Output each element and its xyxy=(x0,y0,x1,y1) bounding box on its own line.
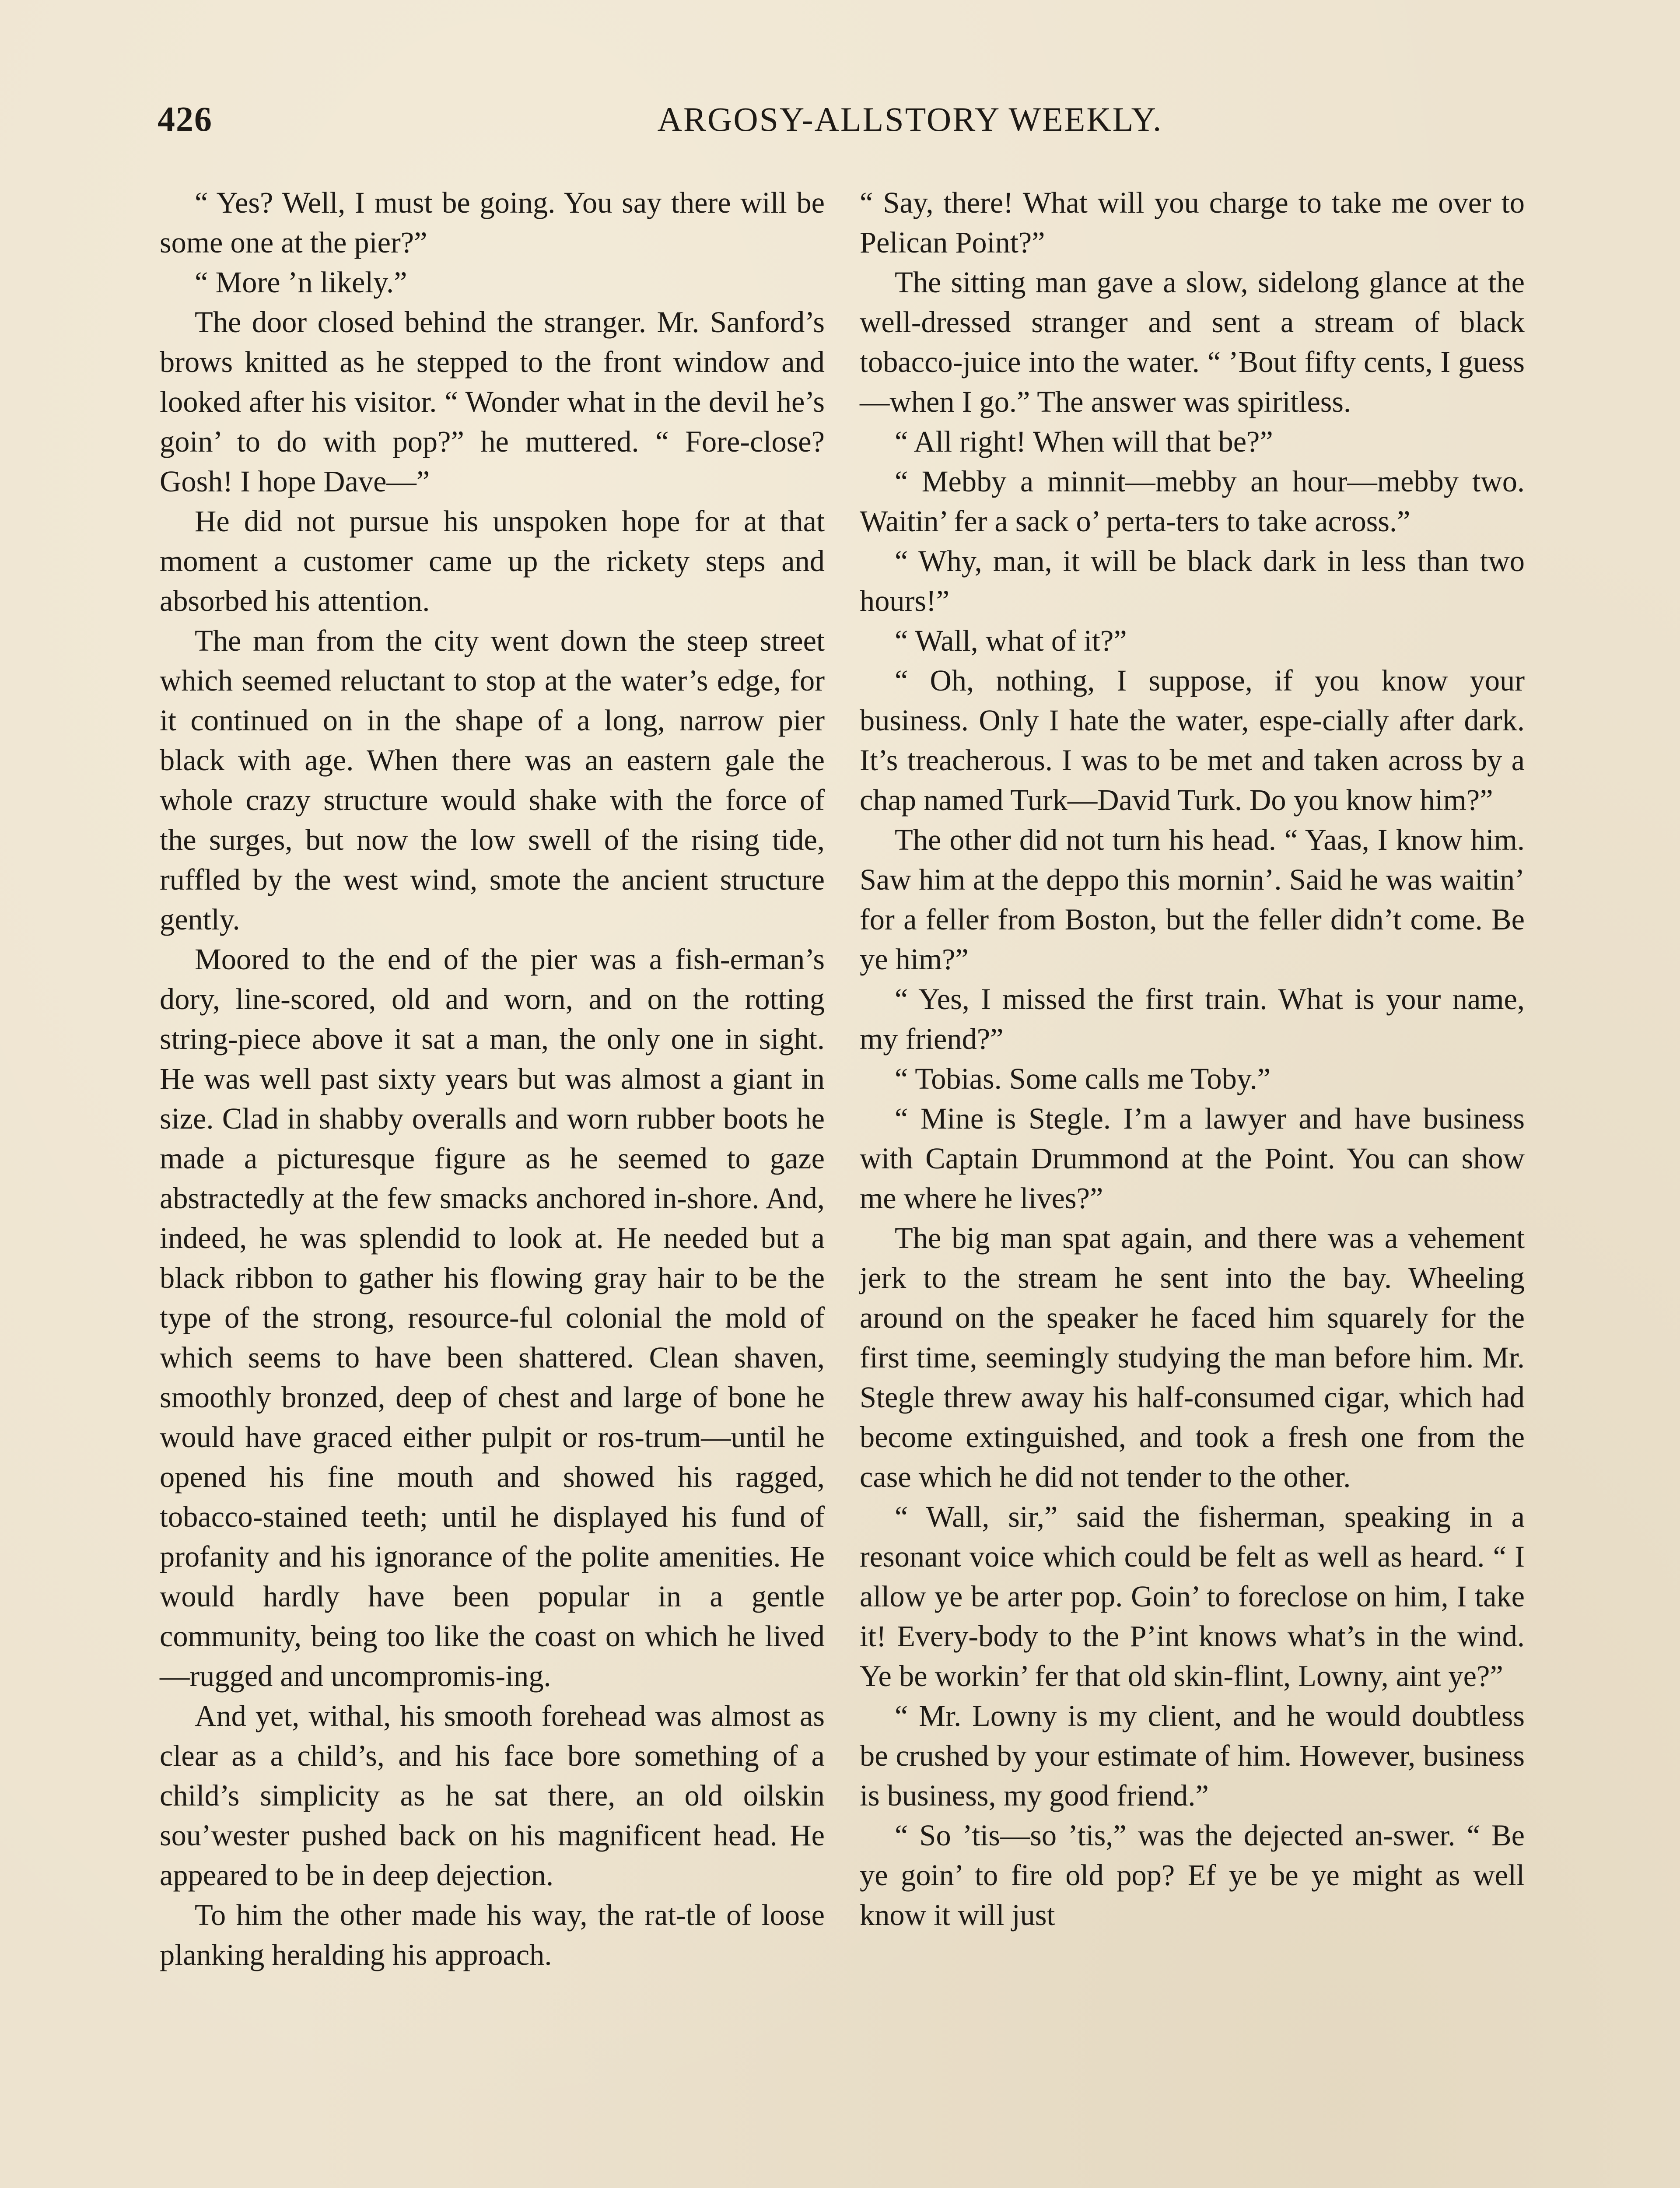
paragraph: Moored to the end of the pier was a fish-erman’s dory, line-scored, old and worn, and on the rotting string-piece above it sat a man, the only one in sight. He was well past sixty years but was almost a giant in size. Clad in shabby overalls and worn rubber boots he made a picturesque figure as he seemed to gaze abstractedly at the few smacks anchored in-shore. And, indeed, he was splendid to look at. He needed but a black ribbon to gather his flowing gray hair to be the type of the strong, resource-ful colonial the mold of which seems to have been shattered. Clean shaven, smoothly bronzed, deep of chest and large of bone he would have graced either pulpit or ros-trum—until he opened his fine mouth and showed his ragged, tobacco-stained teeth; until he displayed his fund of profanity and his ignorance of the polite amenities. He would hardly have been popular in a gentle community, being too like the coast on which he lived—rugged and uncompromis-ing. xyxy=(160,943,825,1693)
paragraph: “ Yes? Well, I must be going. You say there will be some one at the pier?” xyxy=(160,186,825,259)
paragraph: “ Tobias. Some calls me Toby.” xyxy=(895,1062,1271,1095)
paragraph: The other did not turn his head. “ Yaas, I know him. Saw him at the deppo this mornin’. Said he was waitin’ for a feller from Boston, but the feller didn’t come. Be ye him?” xyxy=(860,823,1525,976)
paragraph: “ All right! When will that be?” xyxy=(895,425,1273,458)
paragraph: The big man spat again, and there was a vehement jerk to the stream he sent into the bay. Wheeling around on the speaker he faced him squarely for the first time, seemingly studying the man before him. Mr. Stegle threw away his half-consumed cigar, which had become extinguished, and took a fresh one from the case which he did not tender to the other. xyxy=(860,1221,1525,1494)
paragraph: “ Wall, sir,” said the fisherman, speaking in a resonant voice which could be felt as well as heard. “ I allow ye be arter pop. Goin’ to foreclose on him, I take it! Every-body to the P’int knows what’s in the wind. Ye be workin’ fer that old skin-flint, Lowny, aint ye?” xyxy=(860,1500,1525,1693)
left-text-column xyxy=(160,183,825,1975)
paragraph: He did not pursue his unspoken hope for at that moment a customer came up the rickety steps and absorbed his attention. xyxy=(160,505,825,617)
paragraph: The sitting man gave a slow, sidelong glance at the well-dressed stranger and sent a stream of black tobacco-juice into the water. “ ’Bout fifty cents, I guess—when I go.” The answer was spiritless. xyxy=(860,266,1525,418)
paragraph: To him the other made his way, the rat-tle of loose planking heralding his approach. xyxy=(160,1898,825,1971)
paragraph: “ Say, there! What will you charge to take me over to Pelican Point?” xyxy=(860,186,1525,259)
page-number: 426 xyxy=(158,100,213,139)
paragraph: “ Wall, what of it?” xyxy=(895,624,1127,657)
paragraph: “ Yes, I missed the first train. What is your name, my friend?” xyxy=(860,982,1525,1055)
paragraph: “ So ’tis—so ’tis,” was the dejected an-swer. “ Be ye goin’ to fire old pop? Ef ye be ye might as well know it will just xyxy=(860,1819,1525,1932)
paragraph: “ Why, man, it will be black dark in less than two hours!” xyxy=(860,544,1525,617)
paragraph: The man from the city went down the steep street which seemed reluctant to stop at the water’s edge, for it continued on in the shape of a long, narrow pier black with age. When there was an eastern gale the whole crazy structure would shake with the force of the surges, but now the low swell of the rising tide, ruffled by the west wind, smote the ancient structure gently. xyxy=(160,624,825,936)
paragraph: And yet, withal, his smooth forehead was almost as clear as a child’s, and his face bore something of a child’s simplicity as he sat there, an old oilskin sou’wester pushed back on his magnificent head. He appeared to be in deep dejection. xyxy=(160,1699,825,1892)
paragraph: The door closed behind the stranger. Mr. Sanford’s brows knitted as he stepped to the front window and looked after his visitor. “ Wonder what in the devil he’s goin’ to do with pop?” he muttered. “ Fore-close? Gosh! I hope Dave—” xyxy=(160,305,825,498)
paragraph: “ Mr. Lowny is my client, and he would doubtless be crushed by your estimate of him. However, business is business, my good friend.” xyxy=(860,1699,1525,1812)
right-text-column xyxy=(860,183,1525,1935)
running-title: ARGOSY-ALLSTORY WEEKLY. xyxy=(657,100,1163,138)
page-header xyxy=(158,100,1531,148)
paragraph: “ Oh, nothing, I suppose, if you know your business. Only I hate the water, espe-cially after dark. It’s treacherous. I was to be met and taken across by a chap named Turk—David Turk. Do you know him?” xyxy=(860,664,1525,817)
paragraph: “ Mebby a minnit—mebby an hour—mebby two. Waitin’ fer a sack o’ perta-ters to take across.” xyxy=(860,465,1525,538)
paragraph: “ More ’n likely.” xyxy=(195,266,407,299)
paragraph: “ Mine is Stegle. I’m a lawyer and have business with Captain Drummond at the Point. You can show me where he lives?” xyxy=(860,1102,1525,1215)
